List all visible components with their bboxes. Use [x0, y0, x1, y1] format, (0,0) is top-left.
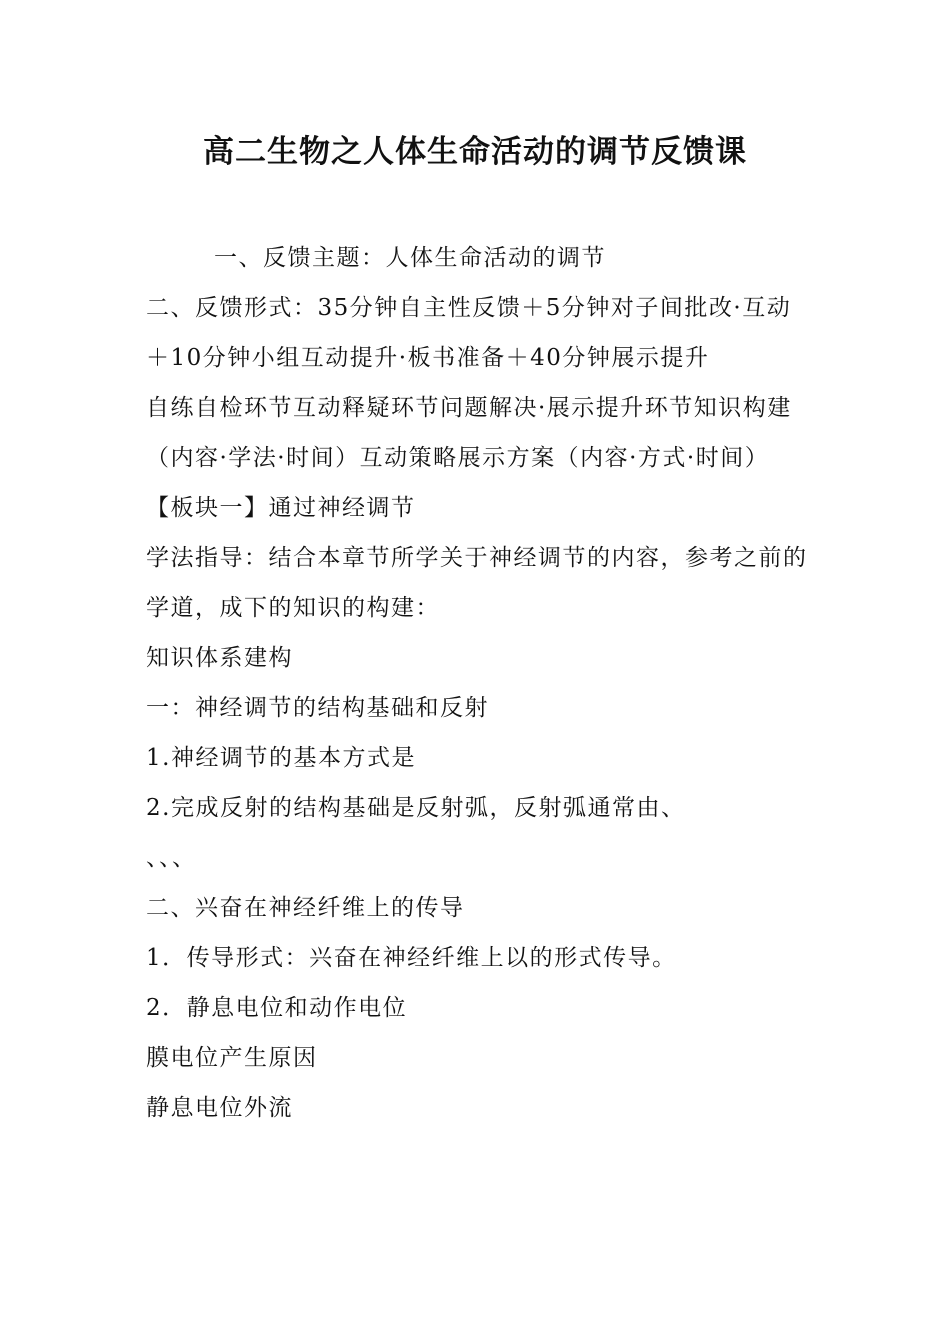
- feedback-theme-paragraph: 一、反馈主题：人体生命活动的调节: [214, 245, 606, 271]
- knowledge-system-heading: 知识体系建构: [146, 645, 293, 671]
- study-guidance-paragraph: 学法指导：结合本章节所学关于神经调节的内容，参考之前的学道，成下的知识的构建：: [146, 545, 808, 621]
- session-structure-paragraph: 自练自检环节互动释疑环节问题解决·展示提升环节知识构建（内容·学法·时间）互动策略展示方案（内容·方式·时间）: [146, 395, 792, 471]
- question-2: 2.完成反射的结构基础是反射弧，反射弧通常由、: [146, 795, 686, 821]
- subsection-two-heading: 二、兴奋在神经纤维上的传导: [146, 895, 465, 921]
- question-2-continuation: 、、、: [146, 845, 197, 871]
- question-1: 1.神经调节的基本方式是: [146, 745, 416, 771]
- feedback-form-paragraph: 二、反馈形式：35分钟自主性反馈＋5分钟对子间批改·互动＋10分钟小组互动提升·板书准备＋40分钟展示提升: [146, 295, 792, 371]
- conduction-question-2: 2．静息电位和动作电位: [146, 995, 408, 1021]
- conduction-question-1: 1．传导形式：兴奋在神经纤维上以的形式传导。: [146, 945, 677, 971]
- section-one-heading: 【板块一】通过神经调节: [146, 495, 416, 521]
- document-body: [146, 233, 810, 1133]
- document-title: 高二生物之人体生命活动的调节反馈课: [203, 134, 747, 170]
- subsection-one-heading: 一：神经调节的结构基础和反射: [146, 695, 489, 721]
- resting-potential-line: 静息电位外流: [146, 1095, 293, 1121]
- membrane-potential-line: 膜电位产生原因: [146, 1045, 318, 1071]
